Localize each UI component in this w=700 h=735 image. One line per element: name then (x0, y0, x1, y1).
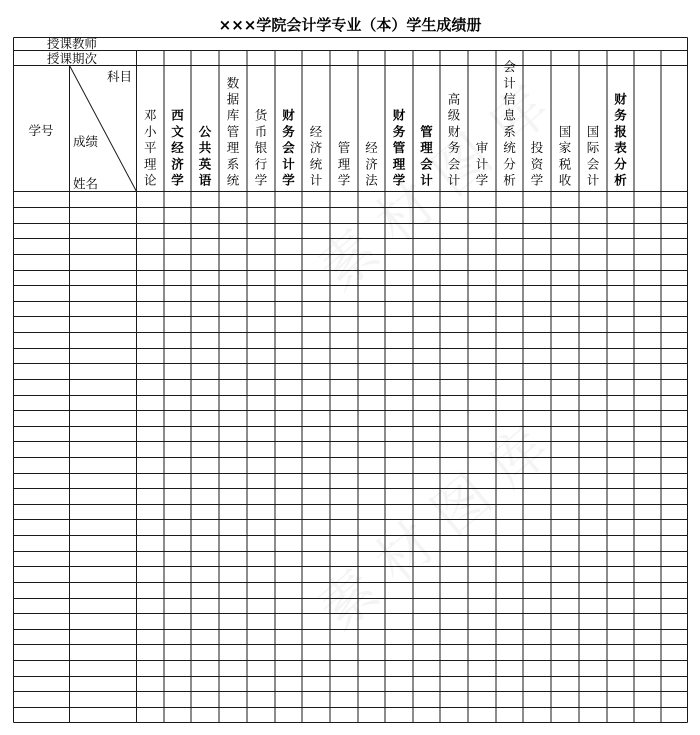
diagonal-name-label: 姓名 (73, 176, 99, 191)
subject-header-14: 会计信息系统分析 (503, 59, 516, 188)
subject-header-11: 管理会计 (420, 123, 433, 188)
subject-header-5: 货币银行学 (254, 107, 268, 188)
subject-header-10: 财务管理学 (392, 107, 406, 188)
subject-header-9: 经济法 (365, 140, 378, 188)
subject-header-16: 国家税收 (558, 123, 572, 188)
info-label-teacher: 授课教师 (47, 36, 98, 51)
subject-header-7: 经济统计 (309, 123, 323, 188)
page-title: ×××学院会计学专业（本）学生成绩册 (218, 16, 482, 34)
student-id-header: 学号 (28, 123, 54, 138)
info-label-period: 授课期次 (47, 51, 98, 66)
subject-header-8: 管理学 (337, 140, 351, 188)
subject-header-13: 审计学 (475, 140, 489, 188)
header-diagonal (70, 66, 137, 192)
subject-header-3: 公共英语 (198, 123, 212, 188)
subject-header-18: 财务报表分析 (614, 91, 627, 188)
diagonal-score-label: 成绩 (73, 134, 99, 149)
subject-header-12: 高级财务会计 (447, 91, 461, 188)
subject-header-2: 西文经济学 (171, 107, 184, 188)
subject-header-15: 投资学 (530, 140, 544, 188)
subject-header-4: 数据库管理系统 (226, 75, 240, 188)
subject-header-6: 财务会计学 (282, 107, 295, 188)
subject-header-1: 邓小平理论 (143, 107, 157, 188)
subject-header-17: 国际会计 (586, 123, 600, 188)
diagonal-subject-label: 科目 (107, 69, 133, 84)
